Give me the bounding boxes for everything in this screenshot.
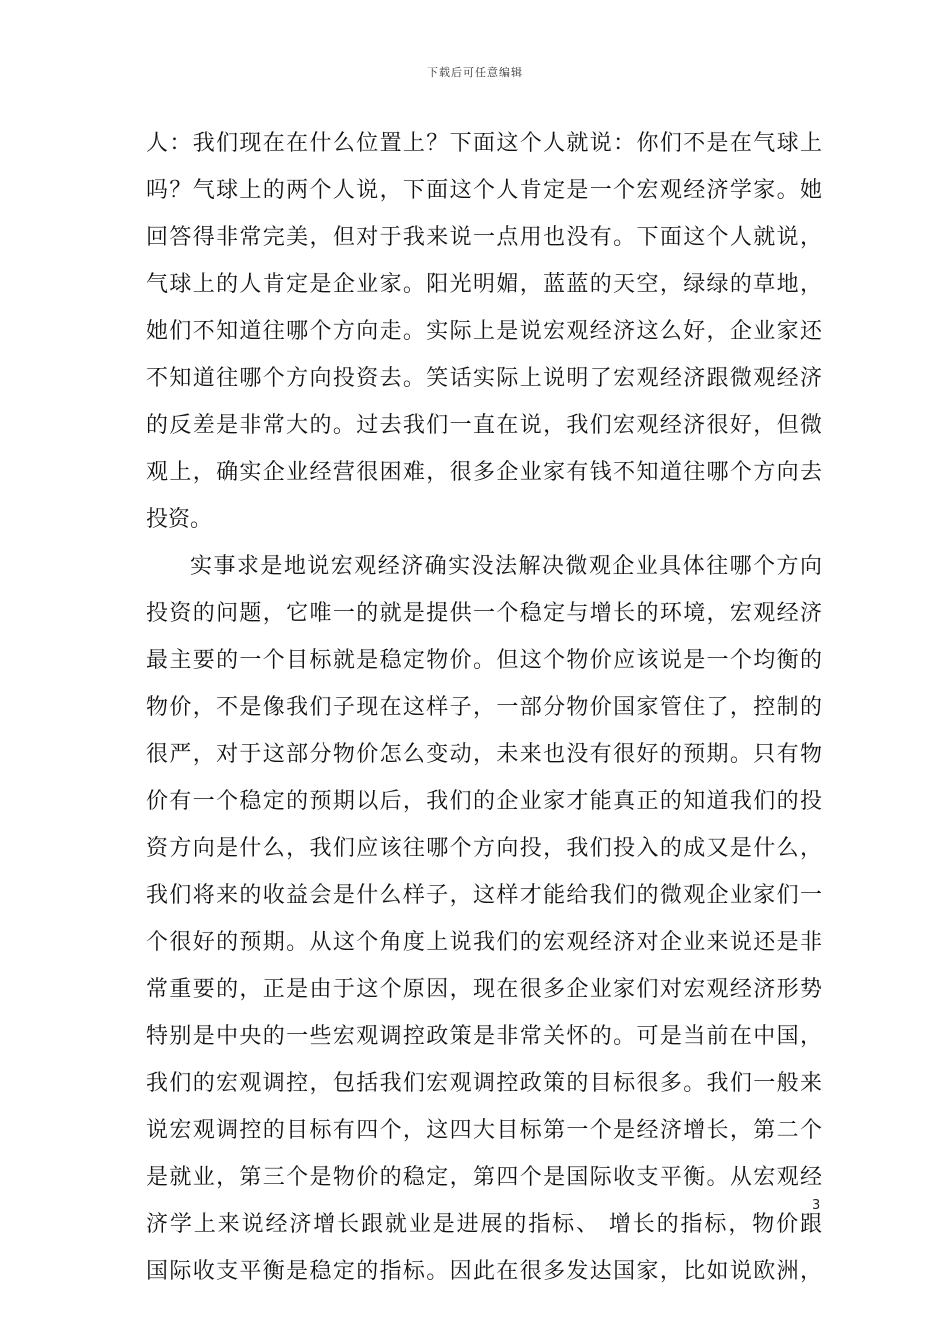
page-number: 3 (812, 1198, 821, 1213)
text-line: 投资。 (146, 507, 213, 532)
paragraph-1 (146, 120, 822, 543)
text-line: 实事求是地说宏观经济确实没法解决微观企业具体往哪个方向 (190, 554, 822, 579)
text-line: 最主要的一个目标就是稳定物价。但这个物价应该说是一个均衡的 (146, 648, 822, 673)
text-line: 我们将来的收益会是什么样子，这样才能给我们的微观企业家们一 (146, 883, 822, 908)
text-line: 常重要的，正是由于这个原因，现在很多企业家们对宏观经济形势 (146, 977, 822, 1002)
text-line: 观上，确实企业经营很困难，很多企业家有钱不知道往哪个方向去 (146, 460, 822, 485)
text-line: 很严，对于这部分物价怎么变动，未来也没有很好的预期。只有物 (146, 742, 822, 767)
text-line: 价有一个稳定的预期以后，我们的企业家才能真正的知道我们的投 (146, 789, 822, 814)
text-line: 国际收支平衡是稳定的指标。因此在很多发达国家，比如说欧洲， (146, 1259, 822, 1284)
text-line: 投资的问题，它唯一的就是提供一个稳定与增长的环境，宏观经济 (146, 601, 822, 626)
page-header: 下载后可任意编辑 (427, 66, 523, 79)
text-line: 人：我们现在在什么位置上？下面这个人就说：你们不是在气球上 (146, 131, 822, 156)
document-body (146, 120, 822, 1295)
text-line: 回答得非常完美，但对于我来说一点用也没有。下面这个人就说， (146, 225, 822, 250)
text-line: 个很好的预期。从这个角度上说我们的宏观经济对企业来说还是非 (146, 930, 822, 955)
text-line: 我们的宏观调控，包括我们宏观调控政策的目标很多。我们一般来 (146, 1071, 822, 1096)
text-line: 吗？气球上的两个人说，下面这个人肯定是一个宏观经济学家。她 (146, 178, 822, 203)
text-line: 济学上来说经济增长跟就业是进展的指标、 增长的指标，物价跟 (146, 1212, 822, 1237)
text-line: 资方向是什么，我们应该往哪个方向投，我们投入的成又是什么， (146, 836, 822, 861)
text-line: 气球上的人肯定是企业家。阳光明媚，蓝蓝的天空，绿绿的草地， (146, 272, 822, 297)
text-line: 是就业，第三个是物价的稳定，第四个是国际收支平衡。从宏观经 (146, 1165, 822, 1190)
text-line: 物价，不是像我们子现在这样子，一部分物价国家管住了，控制的 (146, 695, 822, 720)
text-line: 特别是中央的一些宏观调控政策是非常关怀的。可是当前在中国， (146, 1024, 822, 1049)
text-line: 的反差是非常大的。过去我们一直在说，我们宏观经济很好，但微 (146, 413, 822, 438)
text-line: 不知道往哪个方向投资去。笑话实际上说明了宏观经济跟微观经济 (146, 366, 822, 391)
text-line: 说宏观调控的目标有四个，这四大目标第一个是经济增长，第二个 (146, 1118, 822, 1143)
paragraph-2 (146, 543, 822, 1295)
text-line: 她们不知道往哪个方向走。实际上是说宏观经济这么好，企业家还 (146, 319, 822, 344)
